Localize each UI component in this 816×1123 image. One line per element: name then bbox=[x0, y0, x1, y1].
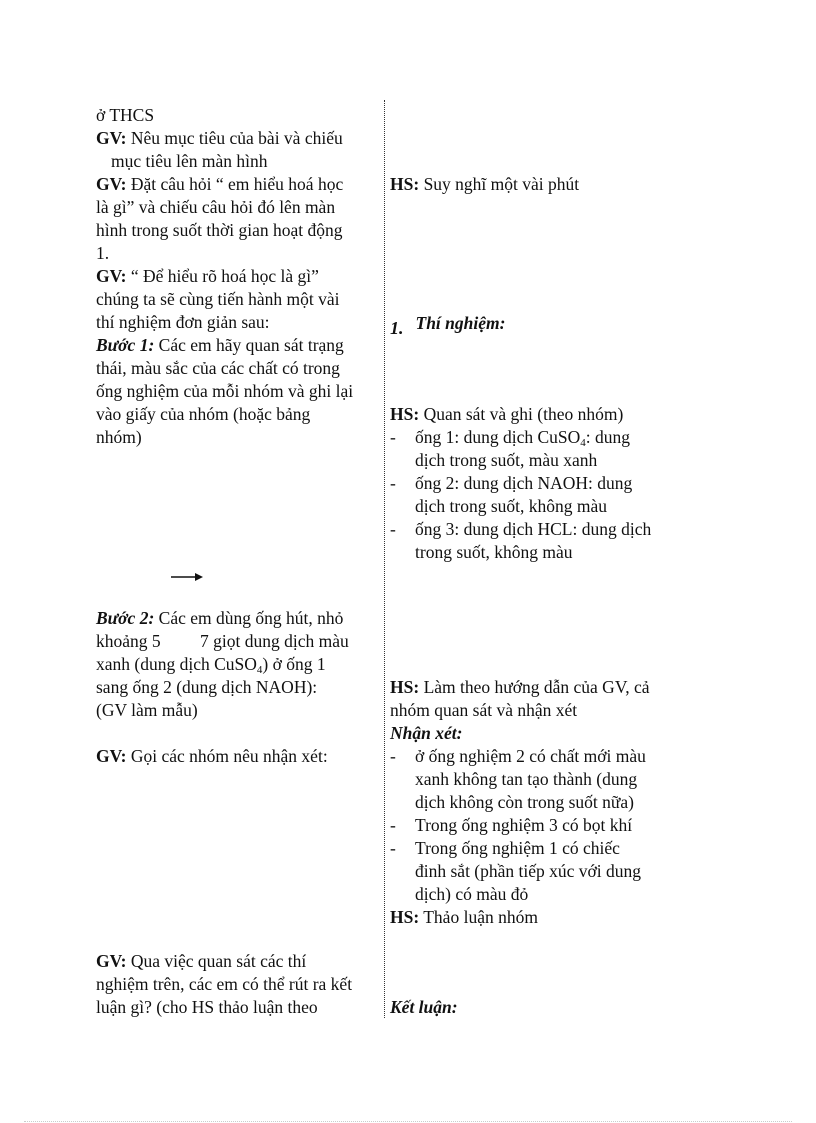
section-number: 1. bbox=[390, 318, 404, 338]
arrow-right-icon bbox=[170, 570, 204, 584]
text-line: (GV làm mẫu) bbox=[96, 700, 198, 720]
text-line: ở THCS bbox=[96, 105, 155, 125]
hs-label: HS: bbox=[390, 404, 420, 424]
list-item: ống 1: dung dịch CuSO$_4$: dung bbox=[415, 427, 631, 449]
gv-question-line: GV: Đặt câu hỏi “ em hiểu hoá học bbox=[96, 174, 344, 194]
gv-observe-line: GV: Gọi các nhóm nêu nhận xét: bbox=[96, 746, 328, 766]
gv-objectives-line: GV: Nêu mục tiêu của bài và chiếu bbox=[96, 128, 343, 148]
hs-label: HS: bbox=[390, 907, 420, 927]
list-item-cont: dịch trong suốt, không màu bbox=[415, 496, 607, 516]
list-item: Trong ống nghiệm 3 có bọt khí bbox=[415, 815, 633, 835]
hs-observe-line: HS: Quan sát và ghi (theo nhóm) bbox=[390, 404, 624, 424]
list-item-cont: trong suốt, không màu bbox=[415, 542, 573, 562]
list-item: Trong ống nghiệm 1 có chiếc bbox=[415, 838, 620, 858]
list-item: ống 2: dung dịch NAOH: dung bbox=[415, 473, 633, 493]
column-divider bbox=[384, 100, 385, 1018]
gv-label: GV: bbox=[96, 951, 127, 971]
list-item: ống 3: dung dịch HCL: dung dịch bbox=[415, 519, 652, 539]
text-line: xanh (dung dịch CuSO$_4$) ở ống 1 bbox=[96, 654, 326, 676]
step1-line: Bước 1: Các em hãy quan sát trạng bbox=[96, 335, 344, 355]
text-line: hình trong suốt thời gian hoạt động bbox=[96, 220, 343, 240]
text-line: thái, màu sắc của các chất có trong bbox=[96, 358, 340, 378]
page-bottom-rule bbox=[24, 1121, 792, 1122]
text-line: vào giấy của nhóm (hoặc bảng bbox=[96, 404, 311, 424]
text-line: nhóm quan sát và nhận xét bbox=[390, 700, 578, 720]
step-label: Bước 1: bbox=[96, 335, 155, 355]
hs-think-line: HS: Suy nghĩ một vài phút bbox=[390, 174, 580, 194]
step-label: Bước 2: bbox=[96, 608, 155, 628]
gv-label: GV: bbox=[96, 128, 127, 148]
text-line: nghiệm trên, các em có thể rút ra kết bbox=[96, 974, 353, 994]
step2-line: Bước 2: Các em dùng ống hút, nhỏ bbox=[96, 608, 344, 628]
text-line: nhóm) bbox=[96, 427, 142, 447]
section-heading bbox=[390, 312, 506, 338]
text-line: ống nghiệm của mỗi nhóm và ghi lại bbox=[96, 381, 354, 401]
list-item-cont: dịch không còn trong suốt nữa) bbox=[415, 792, 634, 812]
text-line: mục tiêu lên màn hình bbox=[111, 151, 268, 171]
text-line: là gì” và chiếu câu hỏi đó lên màn bbox=[96, 197, 336, 217]
hs-label: HS: bbox=[390, 677, 420, 697]
text-line: thí nghiệm đơn giản sau: bbox=[96, 312, 270, 332]
text-line: luận gì? (cho HS thảo luận theo bbox=[96, 997, 318, 1017]
hs-follow-line: HS: Làm theo hướng dẫn của GV, cả bbox=[390, 677, 650, 697]
remark-heading: Nhận xét: bbox=[390, 723, 463, 743]
gv-label: GV: bbox=[96, 746, 127, 766]
text-line: khoảng 5 7 giọt dung dịch màu bbox=[96, 631, 349, 651]
list-item-cont: đinh sắt (phần tiếp xúc với dung bbox=[415, 861, 642, 881]
gv-label: GV: bbox=[96, 266, 127, 286]
list-item-dash: - bbox=[390, 427, 396, 447]
gv-conclusion-line: GV: Qua việc quan sát các thí bbox=[96, 951, 307, 971]
gv-label: GV: bbox=[96, 174, 127, 194]
list-item-dash: - bbox=[390, 519, 396, 539]
list-item-dash: - bbox=[390, 815, 396, 835]
text-line: 1. bbox=[96, 243, 110, 263]
gv-intro-line: GV: “ Để hiểu rõ hoá học là gì” bbox=[96, 266, 319, 286]
hs-discuss-line: HS: Thảo luận nhóm bbox=[390, 907, 538, 927]
text-line: sang ống 2 (dung dịch NAOH): bbox=[96, 677, 318, 697]
list-item-dash: - bbox=[390, 473, 396, 493]
section-title: Thí nghiệm: bbox=[415, 313, 506, 333]
conclusion-heading: Kết luận: bbox=[390, 997, 458, 1017]
text-line: chúng ta sẽ cùng tiến hành một vài bbox=[96, 289, 340, 309]
list-item: ở ống nghiệm 2 có chất mới màu bbox=[415, 746, 646, 766]
list-item-cont: dịch trong suốt, màu xanh bbox=[415, 450, 598, 470]
list-item-cont: dịch) có màu đỏ bbox=[415, 884, 529, 904]
list-item-dash: - bbox=[390, 746, 396, 766]
hs-label: HS: bbox=[390, 174, 420, 194]
list-item-dash: - bbox=[390, 838, 396, 858]
list-item-cont: xanh không tan tạo thành (dung bbox=[415, 769, 638, 789]
